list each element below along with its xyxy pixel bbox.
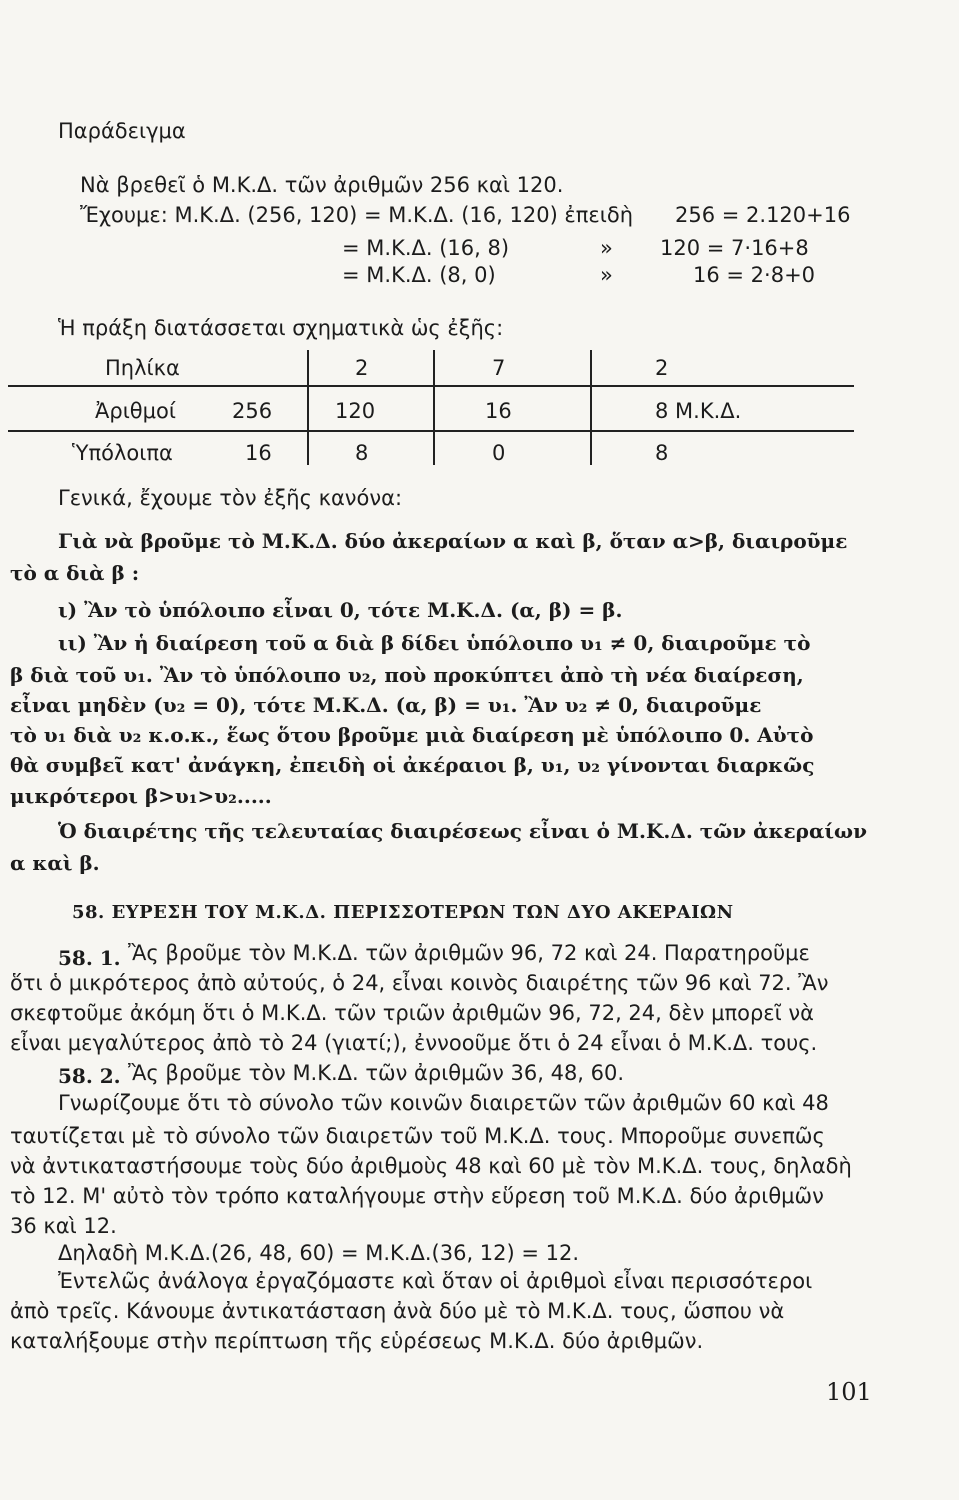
table-number-0: 256 [232,399,273,423]
table-quotient-2: 7 [492,356,506,380]
table-remainder-3: 8 [655,441,669,465]
paragraph-58-1-line-2: ὅτι ὁ μικρότερος ἀπὸ αὐτούς, ὁ 24, εἶναι κοινὸς διαιρέτης τῶν 96 καὶ 72. Ἂν [10,971,829,995]
paragraph-58-1-number: 58. 1. [58,946,121,970]
table-number-2: 16 [485,399,512,423]
table-label-quotients: Πηλίκα [105,356,180,380]
table-rule-bottom [8,430,854,432]
paragraph-58-2-line-6: 36 καὶ 12. [10,1214,117,1238]
rule-case-2-line-1: ιι) Ἂν ἡ διαίρεση τοῦ α διὰ β δίδει ὑπόλοιπο υ₁ ≠ 0, διαιροῦμε τὸ [58,631,811,655]
example-line-4-mark: » [600,263,613,287]
rule-intro: Γενικά, ἔχουμε τὸν ἐξῆς κανόνα: [58,486,403,510]
example-line-2a: Ἔχουμε: Μ.Κ.Δ. (256, 120) = Μ.Κ.Δ. (16, 120) ἐπειδὴ [80,203,634,227]
rule-case-2-line-4: τὸ υ₁ διὰ υ₂ κ.ο.κ., ἕως ὅτου βροῦμε μιὰ διαίρεση μὲ ὑπόλοιπο 0. Αὐτὸ [10,723,814,747]
paragraph-58-2-line-5: τὸ 12. Μ' αὐτὸ τὸν τρόπο καταλήγουμε στὴν εὕρεση τοῦ Μ.Κ.Δ. δύο ἀριθμῶν [10,1184,824,1208]
rule-case-1: ι) Ἂν τὸ ὑπόλοιπο εἶναι 0, τότε Μ.Κ.Δ. (α, β) = β. [58,598,623,622]
rule-case-2-line-2: β διὰ τοῦ υ₁. Ἂν τὸ ὑπόλοιπο υ₂, ποὺ προκύπτει ἀπὸ τὴ νέα διαίρεση, [10,663,804,687]
table-rule-top [8,385,854,387]
table-number-3: 8 Μ.Κ.Δ. [655,399,742,423]
table-divider-2 [433,350,435,465]
table-label-remainders: Ὑπόλοιπα [72,441,173,465]
rule-conclusion-line-2: α καὶ β. [10,851,100,875]
paragraph-58-3-line-1: Ἐντελῶς ἀνάλογα ἐργαζόμαστε καὶ ὅταν οἱ ἀριθμοὶ εἶναι περισσότεροι [58,1269,813,1293]
paragraph-58-2-line-1: Ἂς βροῦμε τὸν Μ.Κ.Δ. τῶν ἀριθμῶν 36, 48, 60. [128,1061,625,1085]
table-remainder-0: 16 [245,441,272,465]
example-line-3a: = Μ.Κ.Δ. (16, 8) [342,236,510,260]
example-line-3-mark: » [600,236,613,260]
example-line-5: Ἡ πράξη διατάσσεται σχηματικὰ ὡς ἐξῆς: [58,316,504,340]
paragraph-58-2-number: 58. 2. [58,1064,121,1088]
paragraph-58-2-line-2: Γνωρίζουμε ὅτι τὸ σύνολο τῶν κοινῶν διαιρετῶν τῶν ἀριθμῶν 60 καὶ 48 [58,1091,829,1115]
example-line-4b: 16 = 2·8+0 [693,263,816,287]
section-heading: 58. ΕΥΡΕΣΗ ΤΟΥ Μ.Κ.Δ. ΠΕΡΙΣΣΟΤΕΡΩΝ ΤΩΝ ΔΥΟ ΑΚΕΡΑΙΩΝ [72,902,734,923]
rule-case-2-line-3: εἶναι μηδὲν (υ₂ = 0), τότε Μ.Κ.Δ. (α, β) = υ₁. Ἂν υ₂ ≠ 0, διαιροῦμε [10,693,762,717]
table-number-1: 120 [335,399,376,423]
rule-conclusion-line-1: Ὁ διαιρέτης τῆς τελευταίας διαιρέσεως εἶναι ὁ Μ.Κ.Δ. τῶν ἀκεραίων [58,819,867,843]
page-number: 101 [826,1378,872,1406]
table-quotient-1: 2 [355,356,369,380]
paragraph-58-2-equation: Δηλαδὴ Μ.Κ.Δ.(26, 48, 60) = Μ.Κ.Δ.(36, 12) = 12. [58,1241,580,1265]
paragraph-58-2-line-3: ταυτίζεται μὲ τὸ σύνολο τῶν διαιρετῶν τοῦ Μ.Κ.Δ. τους. Μποροῦμε συνεπῶς [10,1124,825,1148]
example-title: Παράδειγμα [58,119,186,143]
paragraph-58-1-line-3: σκεφτοῦμε ἀκόμη ὅτι ὁ Μ.Κ.Δ. τῶν τριῶν ἀριθμῶν 96, 72, 24, δὲν μπορεῖ νὰ [10,1001,814,1025]
paragraph-58-2-line-4: νὰ ἀντικαταστήσουμε τοὺς δύο ἀριθμοὺς 48 καὶ 60 μὲ τὸν Μ.Κ.Δ. τους, δηλαδὴ [10,1154,852,1178]
paragraph-58-1-line-1: Ἂς βροῦμε τὸν Μ.Κ.Δ. τῶν ἀριθμῶν 96, 72 καὶ 24. Παρατηροῦμε [128,941,810,965]
example-line-2b: 256 = 2.120+16 [675,203,851,227]
table-divider-1 [307,350,309,465]
paragraph-58-3-line-3: καταλήξουμε στὴν περίπτωση τῆς εὑρέσεως Μ.Κ.Δ. δύο ἀριθμῶν. [10,1329,704,1353]
example-line-4a: = Μ.Κ.Δ. (8, 0) [342,263,496,287]
rule-line-1: Γιὰ νὰ βροῦμε τὸ Μ.Κ.Δ. δύο ἀκεραίων α καὶ β, ὅταν α>β, διαιροῦμε [58,529,848,553]
table-quotient-3: 2 [655,356,669,380]
table-remainder-1: 8 [355,441,369,465]
table-label-numbers: Ἀριθμοί [95,399,176,423]
paragraph-58-1-line-4: εἶναι μεγαλύτερος ἀπὸ τὸ 24 (γιατί;), ἐννοοῦμε ὅτι ὁ 24 εἶναι ὁ Μ.Κ.Δ. τους. [10,1031,818,1055]
example-line-3b: 120 = 7·16+8 [660,236,809,260]
table-remainder-2: 0 [492,441,506,465]
rule-line-2: τὸ α διὰ β : [10,561,140,585]
example-line-1: Νὰ βρεθεῖ ὁ Μ.Κ.Δ. τῶν ἀριθμῶν 256 καὶ 120. [80,173,564,197]
rule-case-2-line-5: θὰ συμβεῖ κατ' ἀνάγκη, ἐπειδὴ οἱ ἀκέραιοι β, υ₁, υ₂ γίνονται διαρκῶς [10,753,815,777]
table-divider-3 [590,350,592,465]
paragraph-58-3-line-2: ἀπὸ τρεῖς. Κάνουμε ἀντικατάσταση ἀνὰ δύο μὲ τὸ Μ.Κ.Δ. τους, ὥσπου νὰ [10,1299,785,1323]
rule-case-2-line-6: μικρότεροι β>υ₁>υ₂..... [10,784,272,808]
